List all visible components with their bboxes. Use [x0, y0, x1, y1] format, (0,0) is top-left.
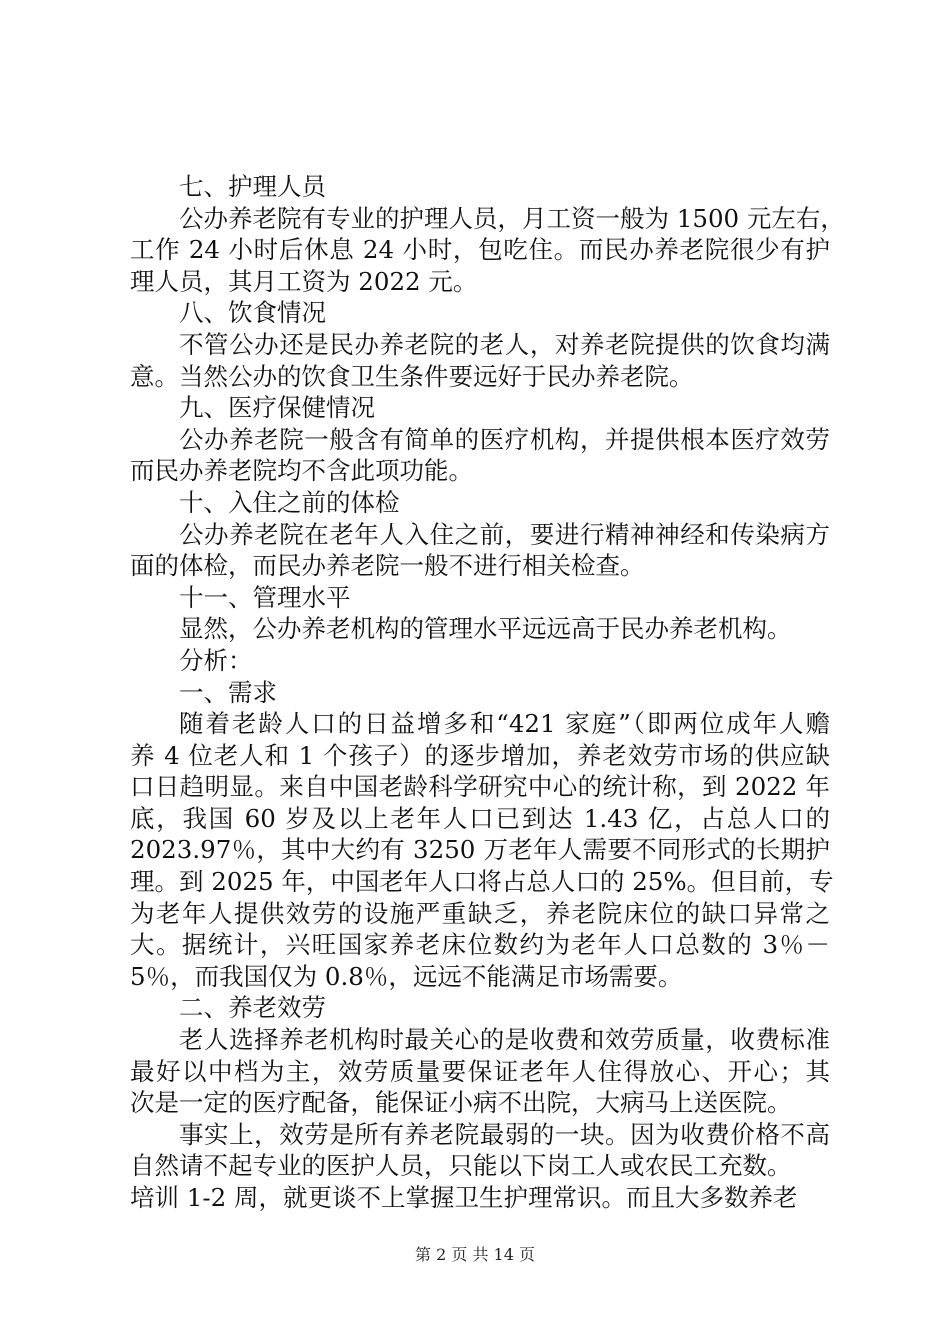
paragraph-line: 公办养老院在老年人入住之前，要进行精神神经和传染病方: [179, 519, 830, 549]
section-heading: 二、养老效劳: [179, 993, 326, 1023]
paragraph-line: 底，我国 60 岁及以上老年人口已到达 1.43 亿，占总人口的: [130, 803, 830, 833]
section-heading: 十一、管理水平: [179, 582, 351, 612]
paragraph-line: 公办养老院有专业的护理人员，月工资一般为 1500 元左右，: [179, 203, 845, 233]
paragraph-line: 养 4 位老人和 1 个孩子）的逐步增加，养老效劳市场的供应缺: [130, 740, 830, 770]
section-heading: 一、需求: [179, 677, 277, 707]
paragraph-line: 最好以中档为主，效劳质量要保证老年人住得放心、开心；其: [130, 1056, 830, 1086]
section-heading: 七、护理人员: [179, 172, 326, 201]
paragraph-line: 培训 1-2 周，就更谈不上掌握卫生护理常识。而且大多数养老: [130, 1183, 798, 1212]
document-body: [130, 171, 845, 1214]
paragraph-line: 2023.97％，其中大约有 3250 万老年人需要不同形式的长期护: [130, 835, 830, 865]
paragraph-line: 而民办养老院均不含此项功能。: [130, 456, 473, 486]
paragraph-line: 理人员，其月工资为 2022 元。: [130, 266, 478, 296]
paragraph-line: 随着老龄人口的日益增多和“421 家庭”（即两位成年人赡: [179, 709, 830, 739]
paragraph-line: 理。到 2025 年，中国老年人口将占总人口的 25%。但目前，专: [130, 867, 834, 897]
section-heading: 分析：: [179, 645, 253, 675]
paragraph-line: 大。据统计，兴旺国家养老床位数约为老年人口总数的 3％－: [130, 930, 830, 960]
paragraph-line: 公办养老院一般含有简单的医疗机构，并提供根本医疗效劳: [179, 424, 830, 454]
paragraph-line: 工作 24 小时后休息 24 小时，包吃住。而民办养老院很少有护: [130, 235, 830, 265]
paragraph-line: 不管公办还是民办养老院的老人，对养老院提供的饮食均满: [179, 329, 830, 359]
paragraph-line: 显然，公办养老机构的管理水平远远高于民办养老机构。: [179, 614, 792, 644]
paragraph-line: 口日趋明显。来自中国老龄科学研究中心的统计称，到 2022 年: [130, 772, 830, 802]
paragraph-line: 事实上，效劳是所有养老院最弱的一块。因为收费价格不高: [179, 1119, 830, 1149]
paragraph-line: 5％，而我国仅为 0.8％，远远不能满足市场需要。: [130, 961, 683, 991]
paragraph-line: 老人选择养老机构时最关心的是收费和效劳质量，收费标准: [179, 1025, 830, 1055]
paragraph-line: 为老年人提供效劳的设施严重缺乏，养老院床位的缺口异常之: [130, 898, 830, 928]
paragraph-line: 意。当然公办的饮食卫生条件要远好于民办养老院。: [130, 361, 694, 391]
page-number-footer: 第 2 页 共 14 页: [415, 1245, 535, 1264]
section-heading: 九、医疗保健情况: [179, 393, 375, 423]
paragraph-line: 自然请不起专业的医护人员，只能以下岗工人或农民工充数。: [130, 1151, 792, 1181]
section-heading: 八、饮食情况: [179, 298, 326, 328]
section-heading: 十、入住之前的体检: [179, 487, 400, 517]
paragraph-line: 次是一定的医疗配备，能保证小病不出院，大病马上送医院。: [130, 1088, 792, 1118]
paragraph-line: 面的体检，而民办养老院一般不进行相关检查。: [130, 551, 645, 581]
